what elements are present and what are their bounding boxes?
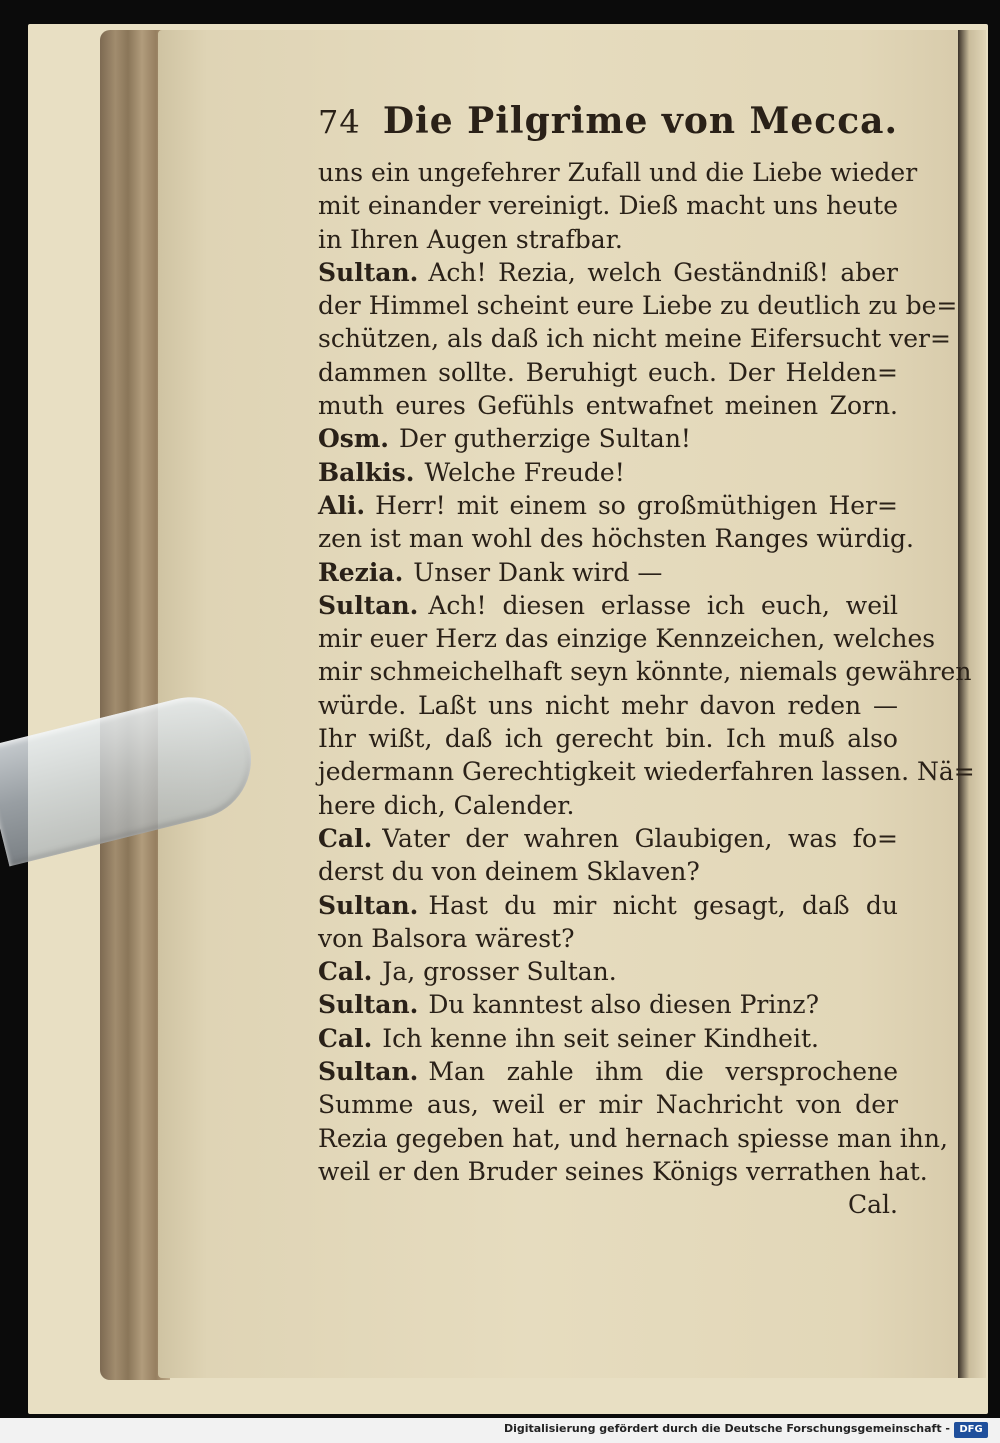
funding-credit: Digitalisierung gefördert durch die Deutsche Forschungsgemeinschaft - xyxy=(503,1422,950,1435)
line-text: Cal. xyxy=(848,1190,898,1220)
line-text: Herr! mit einem so großmüthigen Her= xyxy=(375,490,898,520)
line-text: dammen sollte. Beruhigt euch. Der Helden= xyxy=(318,357,898,387)
text-lines xyxy=(318,156,975,1222)
line-text: mir schmeichelhaft seyn könnte, niemals gewähren xyxy=(318,657,972,687)
line-text: Vater der wahren Glaubigen, was fo= xyxy=(382,823,898,853)
speaker-name: Cal. xyxy=(318,1023,373,1053)
speaker-name: Ali. xyxy=(318,490,366,520)
text-line xyxy=(318,556,898,589)
line-text: Ihr wißt, daß ich gerecht bin. Ich muß also xyxy=(318,724,898,754)
text-line xyxy=(318,1188,898,1221)
text-line xyxy=(318,289,958,322)
line-text: Man zahle ihm die versprochene xyxy=(428,1057,898,1087)
text-line xyxy=(318,1088,898,1121)
line-text: Ich kenne ihn seit seiner Kindheit. xyxy=(382,1023,819,1053)
text-line xyxy=(318,189,898,222)
line-text: muth eures Gefühls entwafnet meinen Zorn. xyxy=(318,391,898,421)
line-text: jedermann Gerechtigkeit wiederfahren lassen. Nä= xyxy=(318,757,975,787)
speaker-name: Rezia. xyxy=(318,557,404,587)
line-text: würde. Laßt uns nicht mehr davon reden — xyxy=(318,690,898,720)
line-text: weil er den Bruder seines Königs verrathen hat. xyxy=(318,1156,928,1186)
text-line xyxy=(318,822,898,855)
line-text: Rezia gegeben hat, und hernach spiesse man ihn, xyxy=(318,1123,948,1153)
text-line xyxy=(318,1155,928,1188)
text-line xyxy=(318,922,898,955)
text-line xyxy=(318,522,914,555)
text-line xyxy=(318,156,918,189)
line-text: Ach! Rezia, welch Geständniß! aber xyxy=(428,257,898,287)
line-text: here dich, Calender. xyxy=(318,790,575,820)
speaker-name: Osm. xyxy=(318,424,390,454)
text-line xyxy=(318,589,898,622)
text-line xyxy=(318,689,898,722)
line-text: Ja, grosser Sultan. xyxy=(382,957,617,987)
text-line xyxy=(318,755,975,788)
line-text: Summe aus, weil er mir Nachricht von der xyxy=(318,1090,898,1120)
text-line xyxy=(318,322,951,355)
page-number: 74 xyxy=(318,103,361,141)
line-text: Der gutherzige Sultan! xyxy=(399,424,691,454)
page-text xyxy=(318,100,975,1222)
text-line xyxy=(318,356,898,389)
line-text: Du kanntest also diesen Prinz? xyxy=(428,990,820,1020)
footer-bar xyxy=(0,1418,1000,1443)
line-text: von Balsora wärest? xyxy=(318,923,575,953)
line-text: in Ihren Augen strafbar. xyxy=(318,224,623,254)
text-line xyxy=(318,622,936,655)
text-line xyxy=(318,722,898,755)
line-text: Welche Freude! xyxy=(424,457,625,487)
text-line xyxy=(318,789,898,822)
text-line xyxy=(318,223,898,256)
line-text: zen ist man wohl des höchsten Ranges würdig. xyxy=(318,524,914,554)
text-line xyxy=(318,389,898,422)
speaker-name: Sultan. xyxy=(318,990,419,1020)
speaker-name: Sultan. xyxy=(318,890,419,920)
line-text: der Himmel scheint eure Liebe zu deutlich zu be= xyxy=(318,291,958,321)
text-line xyxy=(318,1022,898,1055)
speaker-name: Sultan. xyxy=(318,257,419,287)
text-line xyxy=(318,456,898,489)
text-line xyxy=(318,988,898,1021)
speaker-name: Balkis. xyxy=(318,457,415,487)
dfg-logo: DFG xyxy=(954,1422,988,1438)
line-text: Ach! diesen erlasse ich euch, weil xyxy=(428,590,898,620)
text-line xyxy=(318,489,898,522)
line-text: Unser Dank wird — xyxy=(413,557,663,587)
line-text: schützen, als daß ich nicht meine Eifersucht ver= xyxy=(318,324,951,354)
running-title: Die Pilgrime von Mecca. xyxy=(382,100,898,142)
line-text: uns ein ungefehrer Zufall und die Liebe wieder xyxy=(318,158,918,187)
line-text: mit einander vereinigt. Dieß macht uns heute xyxy=(318,191,898,221)
page-header xyxy=(318,100,898,156)
speaker-name: Cal. xyxy=(318,823,373,853)
line-text: mir euer Herz das einzige Kennzeichen, welches xyxy=(318,624,936,654)
facing-page-edge xyxy=(958,30,986,1378)
text-line xyxy=(318,655,972,688)
speaker-name: Cal. xyxy=(318,957,373,987)
text-line xyxy=(318,422,898,455)
text-line xyxy=(318,955,898,988)
speaker-name: Sultan. xyxy=(318,1057,419,1087)
text-line xyxy=(318,256,898,289)
speaker-name: Sultan. xyxy=(318,590,419,620)
text-line xyxy=(318,1055,898,1088)
text-line xyxy=(318,889,898,922)
text-line xyxy=(318,855,898,888)
text-line xyxy=(318,1122,948,1155)
line-text: derst du von deinem Sklaven? xyxy=(318,857,700,887)
line-text: Hast du mir nicht gesagt, daß du xyxy=(428,890,898,920)
